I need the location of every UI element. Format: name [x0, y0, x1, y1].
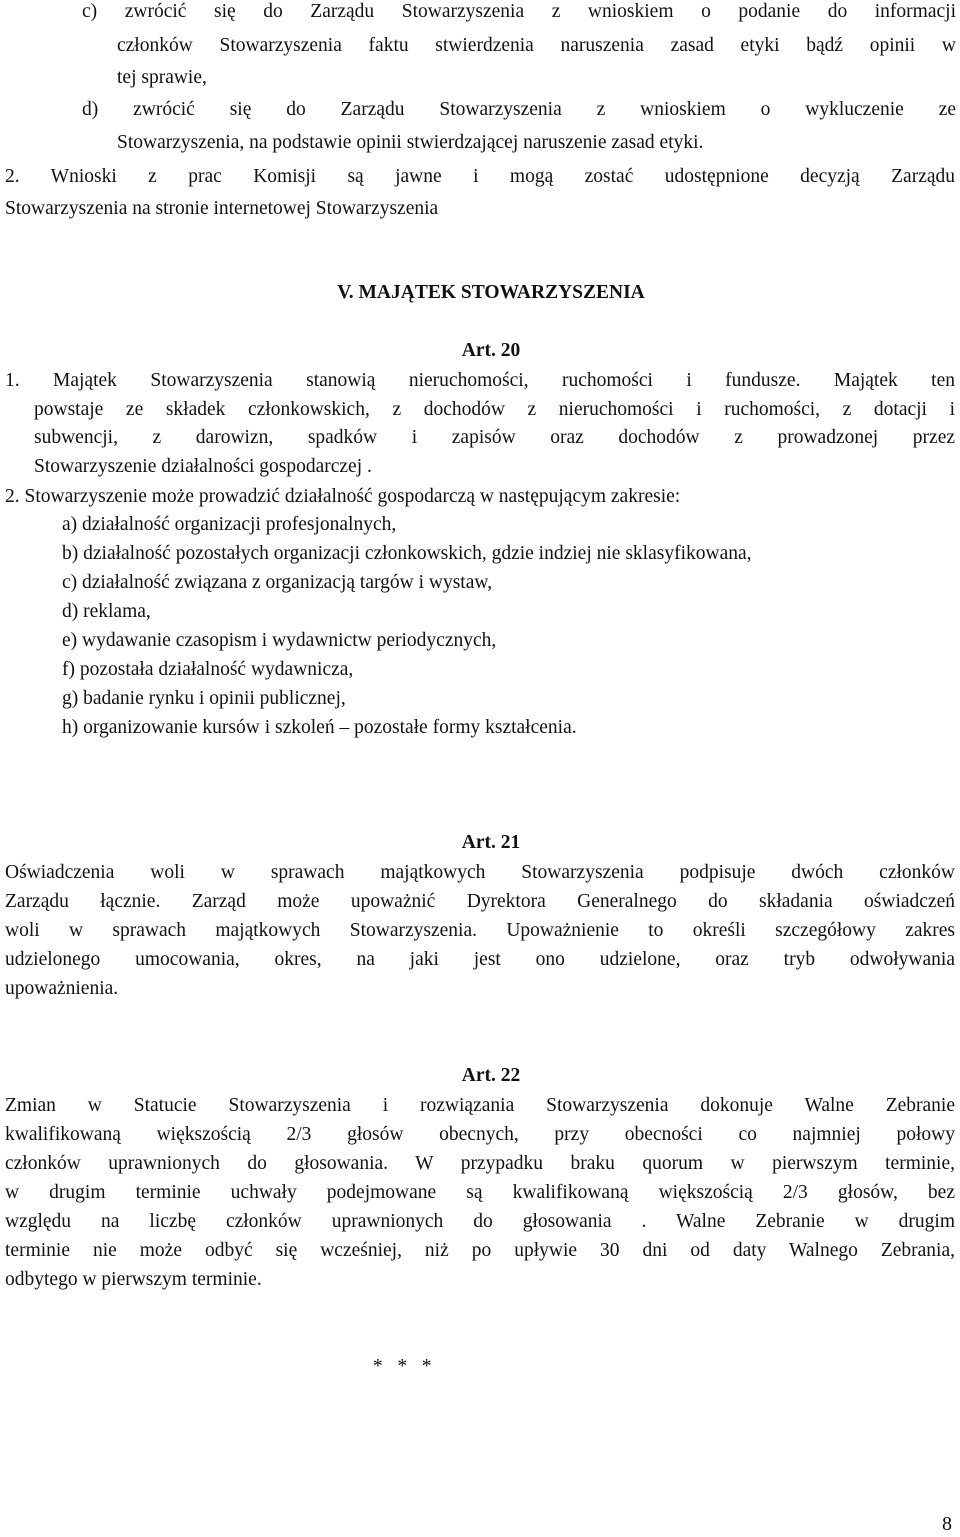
- art20-p1-line-4: Stowarzyszenie działalności gospodarczej .: [34, 456, 372, 477]
- art20-item-a: a) działalność organizacji profesjonalnych,: [62, 514, 397, 535]
- art22-line-3: członków uprawnionych do głosowania. W przypadku braku quorum w pierwszym terminie,: [5, 1153, 955, 1174]
- point-2-line-2: Stowarzyszenia na stronie internetowej Stowarzyszenia: [5, 198, 439, 219]
- art20-p1-line-2: powstaje ze składek członkowskich, z dochodów z nieruchomości i ruchomości, z dotacji i: [34, 399, 955, 420]
- art20-item-c: c) działalność związana z organizacją targów i wystaw,: [62, 572, 493, 593]
- item-c-line-1: c) zwrócić się do Zarządu Stowarzyszenia z wnioskiem o podanie do informacji: [82, 1, 956, 22]
- art20-p2-intro: 2. Stowarzyszenie może prowadzić działalność gospodarczą w następującym zakresie:: [5, 486, 681, 507]
- page-number: 8: [942, 1513, 952, 1535]
- art20-item-f: f) pozostała działalność wydawnicza,: [62, 659, 354, 680]
- art22-line-6: terminie nie może odbyć się wcześniej, niż po upływie 30 dni od daty Walnego Zebrania,: [5, 1240, 955, 1261]
- item-d-line-1: d) zwrócić się do Zarządu Stowarzyszenia z wnioskiem o wykluczenie ze: [82, 99, 956, 120]
- item-c-line-3: tej sprawie,: [117, 67, 207, 88]
- art21-line-2: Zarządu łącznie. Zarząd może upoważnić Dyrektora Generalnego do składania oświadczeń: [5, 891, 955, 912]
- chapter-title: V. MAJĄTEK STOWARZYSZENIA: [337, 282, 645, 303]
- art20-item-d: d) reklama,: [62, 601, 151, 622]
- item-c-line-2: członków Stowarzyszenia faktu stwierdzenia naruszenia zasad etyki bądź opinii w: [117, 35, 956, 56]
- art22-line-5: względu na liczbę członków uprawnionych do głosowania . Walne Zebranie w drugim: [5, 1211, 955, 1232]
- art22-line-7: odbytego w pierwszym terminie.: [5, 1269, 262, 1290]
- art20-item-e: e) wydawanie czasopism i wydawnictw periodycznych,: [62, 630, 497, 651]
- art21-title: Art. 21: [461, 832, 521, 853]
- end-of-section-marker: * * *: [373, 1356, 432, 1377]
- art21-line-1: Oświadczenia woli w sprawach majątkowych Stowarzyszenia podpisuje dwóch członków: [5, 862, 955, 883]
- art20-item-b: b) działalność pozostałych organizacji członkowskich, gdzie indziej nie sklasyfikowana,: [62, 543, 752, 564]
- art20-title: Art. 20: [461, 340, 521, 361]
- art20-p1-line-3: subwencji, z darowizn, spadków i zapisów oraz dochodów z prowadzonej przez: [34, 427, 955, 448]
- art22-title: Art. 22: [461, 1065, 521, 1086]
- art21-line-5: upoważnienia.: [5, 978, 119, 999]
- art20-item-g: g) badanie rynku i opinii publicznej,: [62, 688, 346, 709]
- art22-line-4: w drugim terminie uchwały podejmowane są kwalifikowaną większością 2/3 głosów, bez: [5, 1182, 955, 1203]
- art21-line-3: woli w sprawach majątkowych Stowarzyszenia. Upoważnienie to określi szczegółowy zakres: [5, 920, 955, 941]
- item-d-line-2: Stowarzyszenia, na podstawie opinii stwierdzającej naruszenie zasad etyki.: [117, 132, 704, 153]
- art22-line-1: Zmian w Statucie Stowarzyszenia i rozwiązania Stowarzyszenia dokonuje Walne Zebranie: [5, 1095, 955, 1116]
- art22-line-2: kwalifikowaną większością 2/3 głosów obecnych, przy obecności co najmniej połowy: [5, 1124, 955, 1145]
- art21-line-4: udzielonego umocowania, okres, na jaki jest ono udzielone, oraz tryb odwoływania: [5, 949, 955, 970]
- point-2-line-1: 2. Wnioski z prac Komisji są jawne i mogą zostać udostępnione decyzją Zarządu: [5, 166, 955, 187]
- art20-item-h: h) organizowanie kursów i szkoleń – pozostałe formy kształcenia.: [62, 717, 577, 738]
- art20-p1-line-1: 1. Majątek Stowarzyszenia stanowią nieruchomości, ruchomości i fundusze. Majątek ten: [5, 370, 955, 391]
